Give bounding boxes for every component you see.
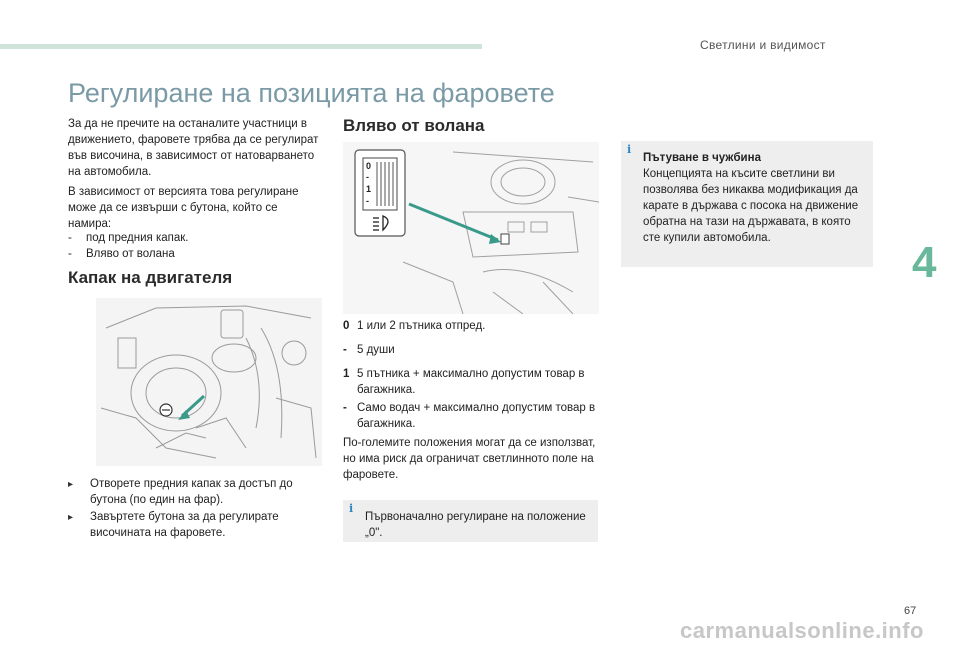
list-item: - Вляво от волана: [68, 248, 175, 260]
engine-illustration: [96, 298, 322, 466]
switch-label: 1: [366, 184, 372, 194]
note-text: Концепцията на късите светлини ви позволява без никаква модификация да карате в държава с посока на движение обратна на тази на държавата, в която сте купили автомобила.: [643, 168, 859, 244]
watermark: carmanualsonline.info: [680, 618, 924, 643]
wheel-heading: Вляво от волана: [343, 116, 485, 135]
list-item: - 5 души: [343, 344, 395, 356]
switch-label: -: [366, 196, 369, 206]
engine-heading: Капак на двигателя: [68, 268, 233, 287]
list-item: 0 1 или 2 пътника отпред.: [343, 320, 486, 332]
note-text: Първоначално регулиране на положение „0".: [365, 511, 586, 539]
positions-paragraph: По-големите положения могат да се използват, но има риск да ограничат светлинното поле на фаровете.: [343, 437, 596, 481]
list-item: ▸ Отворете предния капак за достъп до бутона (по един на фар).: [68, 478, 293, 506]
list-item: - под предния капак.: [68, 232, 189, 244]
switch-label: 0: [366, 161, 372, 171]
section-header: Светлини и видимост: [700, 38, 826, 52]
list-item: ▸ Завъртете бутона за да регулирате височината на фаровете.: [68, 511, 279, 539]
arrow-bullet-icon: ▸: [68, 512, 74, 523]
dashboard-illustration: [343, 142, 599, 314]
dashboard-drawing: [343, 142, 599, 314]
list-item: 1 5 пътника + максимално допустим товар в багажника.: [343, 368, 585, 396]
location-list: [68, 230, 323, 262]
header-accent-bar: [0, 44, 482, 49]
initial-setting-note: [343, 500, 598, 542]
page-title: Регулиране на позицията на фаровете: [68, 78, 555, 108]
engine-bay-drawing: [96, 298, 322, 466]
switch-label: -: [366, 172, 369, 182]
adjust-knob-icon: [160, 404, 172, 416]
position-definitions: [343, 318, 599, 440]
chapter-number: 4: [912, 238, 937, 287]
info-icon: i: [627, 143, 632, 156]
intro-paragraph-1: За да не пречите на останалите участници в движението, фаровете трябва да се регулират във височина, в зависимост от натоварването на автомобила.: [68, 118, 319, 178]
info-icon: i: [349, 502, 354, 515]
intro-paragraph-2: В зависимост от версията това регулиране може да се извърши с бутона, който се намира:: [68, 186, 299, 230]
engine-instructions: [68, 476, 328, 542]
travel-abroad-note: [621, 141, 873, 267]
arrow-bullet-icon: ▸: [68, 479, 74, 490]
note-heading: Пътуване в чужбина: [643, 152, 761, 164]
list-item: - Само водач + максимално допустим товар в багажника.: [343, 402, 596, 430]
page-number: 67: [904, 605, 917, 617]
